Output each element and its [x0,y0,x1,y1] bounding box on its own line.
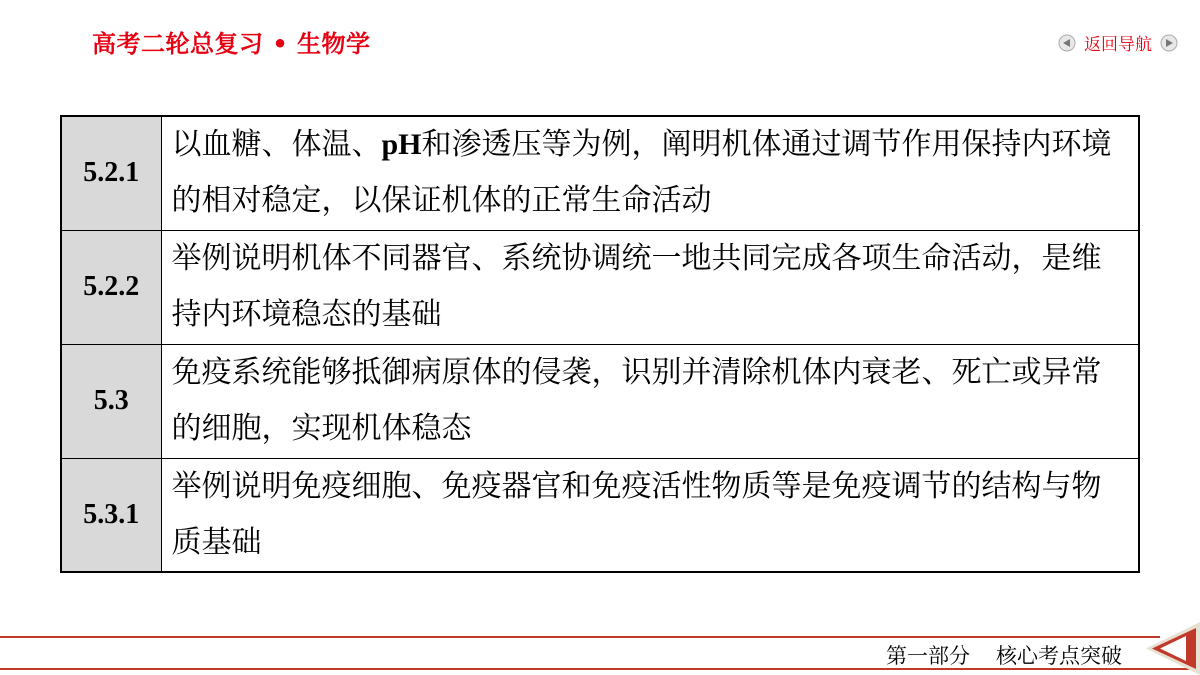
standard-code: 5.2.1 [61,116,161,230]
standard-text: 举例说明免疫细胞、免疫器官和免疫活性物质等是免疫调节的结构与物质基础 [161,458,1139,572]
course-title: 高考二轮总复习 • 生物学 [92,30,371,58]
footer-part-label: 第一部分 [886,644,970,668]
footer-divider [0,636,1160,638]
arrow-right-icon[interactable] [1160,34,1178,52]
table-row [61,116,1139,230]
standard-code: 5.2.2 [61,230,161,344]
table-row [61,344,1139,458]
standard-text-part: 和渗透压等为例，阐明机体通过调节作用保持内环境的相对稳定，以保证机体的正常生命活动 [171,127,1112,219]
chevron-decoration-icon [1136,622,1200,675]
ph-term: pH [381,128,422,162]
standard-text-part: 以血糖、体温、 [171,127,382,163]
standard-text: 举例说明机体不同器官、系统协调统一地共同完成各项生命活动，是维持内环境稳态的基础 [161,230,1139,344]
standard-text [161,116,1139,230]
footer-section-label: 核心考点突破 [996,644,1122,668]
table-row [61,458,1139,572]
standard-code: 5.3 [61,344,161,458]
arrow-left-icon[interactable] [1058,34,1076,52]
table-row [61,230,1139,344]
standard-code: 5.3.1 [61,458,161,572]
standard-text: 免疫系统能够抵御病原体的侵袭，识别并清除机体内衰老、死亡或异常的细胞，实现机体稳态 [161,344,1139,458]
footer-section [886,640,1122,670]
back-navigation[interactable] [1058,30,1178,55]
back-navigation-label[interactable]: 返回导航 [1084,35,1152,55]
standards-table [60,115,1140,573]
